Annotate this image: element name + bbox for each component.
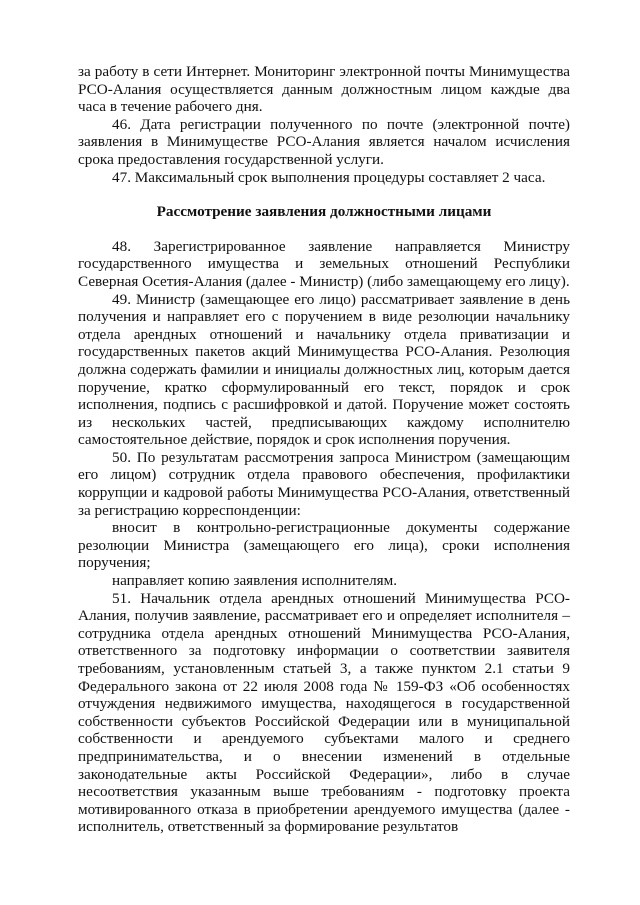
paragraph-47: 47. Максимальный срок выполнения процедуры составляет 2 часа. (112, 168, 546, 186)
paragraph-50: 50. По результатам рассмотрения запроса Министром (замещающим его лицом) сотрудник отдела правового обеспечения, профилактики коррупции и кадровой работы Минимущества РСО-Алания, ответственный за регистрацию корреспонденции: (78, 448, 570, 519)
document-body (78, 63, 570, 836)
paragraph-49: 49. Министр (замещающее его лицо) рассматривает заявление в день получения и направляет его с поручением в виде резолюции начальнику отдела арендных отношений и начальнику отдела приватизации и государственных пакетов акций Минимущества РСО-Алания. Резолюция должна содержать фамилии и инициалы должностных лиц, которым дается поручение, кратко сформулированный его текст, порядок и срок исполнения, подпись с расшифровкой и датой. Поручение может состоять из нескольких частей, предписывающих каждому исполнителю самостоятельное действие, порядок и срок исполнения поручения. (78, 290, 570, 449)
paragraph-50-item-2: направляет копию заявления исполнителям. (112, 572, 398, 590)
paragraph-50-item-1: вносит в контрольно-регистрационные документы содержание резолюции Министра (замещающего его лица), сроки исполнения поручения; (78, 519, 570, 572)
paragraph-51: 51. Начальник отдела арендных отношений Минимущества РСО-Алания, получив заявление, рассматривает его и определяет исполнителя – сотрудника отдела арендных отношений Минимущества РСО-Алания, ответственного за подготовку информации о соответствии заявителя требованиям, установленным статьей 3, а также пунктом 2.1 статьи 9 Федерального закона от 22 июля 2008 года № 159-ФЗ «Об особенностях отчуждения недвижимого имущества, находящегося в государственной собственности субъектов Российской Федерации или в муниципальной собственности и арендуемого субъектами малого и среднего предпринимательства, и о внесении изменений в отдельные законодательные акты Российской Федерации», либо в случае несоответствия указанным выше требованиям - подготовку проекта мотивированного отказа в приобретении арендуемого имущества (далее - исполнитель, ответственный за формирование результатов (78, 589, 570, 836)
paragraph-48: 48. Зарегистрированное заявление направляется Министру государственного имущества и земельных отношений Республики Северная Осетия-Алания (далее - Министр) (либо замещающему его лицу). (78, 237, 570, 290)
paragraph-46: 46. Дата регистрации полученного по почте (электронной почте) заявления в Минимуществе РСО-Алания является началом исчисления срока предоставления государственной услуги. (78, 115, 570, 168)
paragraph-continuation: за работу в сети Интернет. Мониторинг электронной почты Минимущества РСО-Алания осуществляется данным должностным лицом каждые два часа в течение рабочего дня. (78, 63, 570, 116)
section-heading: Рассмотрение заявления должностными лицами (156, 203, 492, 221)
